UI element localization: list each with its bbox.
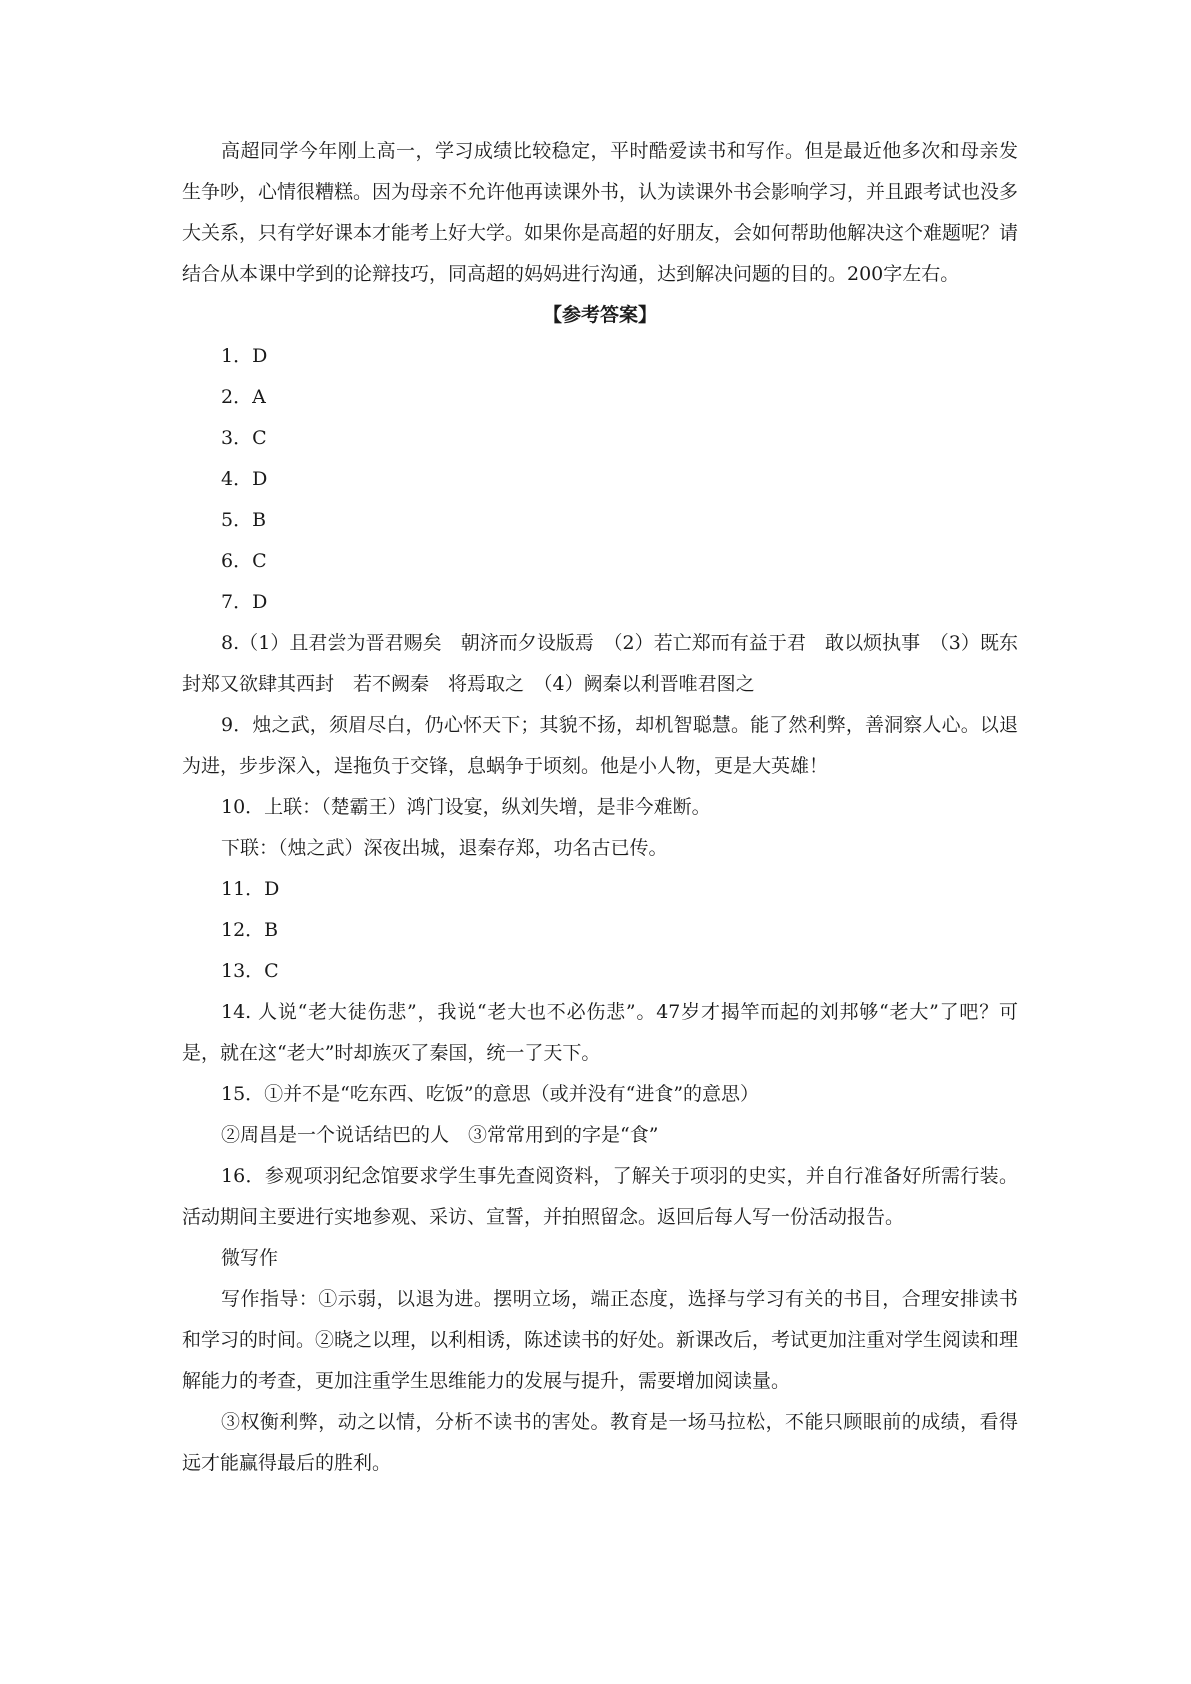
answer-8: 8.（1）且君尝为晋君赐矣 朝济而夕设版焉 （2）若亡郑而有益于君 敢以烦执事 （3）既东封郑又欲肆其西封 若不阙秦 将焉取之 （4）阙秦以利晋唯君图之 xyxy=(182,632,1018,695)
answer-14: 14. 人说“老大徒伤悲”，我说“老大也不必伤悲”。47岁才揭竿而起的刘邦够“老大”了吧？可是，就在这“老大”时却族灭了秦国，统一了天下。 xyxy=(182,1001,1018,1064)
micro-writing-label: 微写作 xyxy=(221,1247,279,1269)
answer-16: 16．参观项羽纪念馆要求学生事先查阅资料，了解关于项羽的史实，并自行准备好所需行装。活动期间主要进行实地参观、采访、宣誓，并拍照留念。返回后每人写一份活动报告。 xyxy=(182,1165,1018,1228)
answer-6: 6．C xyxy=(221,550,267,572)
answer-11: 11．D xyxy=(221,878,280,900)
answer-10-lower: 下联：（烛之武）深夜出城，退秦存郑，功名古已传。 xyxy=(221,837,668,859)
answer-9: 9．烛之武，须眉尽白，仍心怀天下；其貌不扬，却机智聪慧。能了然利弊，善洞察人心。以退为进，步步深入，逞拖负于交锋，息蜗争于顷刻。他是小人物，更是大英雄！ xyxy=(182,714,1018,777)
answer-heading: 【参考答案】 xyxy=(542,304,657,326)
writing-guidance-cont: ③权衡利弊，动之以情，分析不读书的害处。教育是一场马拉松，不能只顾眼前的成绩，看得远才能赢得最后的胜利。 xyxy=(182,1411,1018,1474)
answer-15-part2: ②周昌是一个说话结巴的人 ③常常用到的字是“食” xyxy=(221,1124,659,1146)
answer-3: 3．C xyxy=(221,427,267,449)
answer-15-part1: 15．①并不是“吃东西、吃饭”的意思（或并没有“进食”的意思） xyxy=(221,1083,760,1105)
answer-5: 5．B xyxy=(221,509,267,531)
answer-10-upper: 10．上联：（楚霸王）鸿门设宴，纵刘失增，是非今难断。 xyxy=(221,796,711,818)
question-paragraph: 高超同学今年刚上高一，学习成绩比较稳定，平时酷爱读书和写作。但是最近他多次和母亲发生争吵，心情很糟糕。因为母亲不允许他再读课外书，认为读课外书会影响学习，并且跟考试也没多大关系，只有学好课本才能考上好大学。如果你是高超的好朋友，会如何帮助他解决这个难题呢？请结合从本课中学到的论辩技巧，同高超的妈妈进行沟通，达到解决问题的目的。200字左右。 xyxy=(182,140,1019,285)
answer-12: 12．B xyxy=(221,919,279,941)
answer-1: 1．D xyxy=(221,345,268,367)
writing-guidance: 写作指导：①示弱，以退为进。摆明立场，端正态度，选择与学习有关的书目，合理安排读书和学习的时间。②晓之以理，以利相诱，陈述读书的好处。新课改后，考试更加注重对学生阅读和理解能力的考查，更加注重学生思维能力的发展与提升，需要增加阅读量。 xyxy=(182,1288,1019,1392)
document-page xyxy=(182,131,1018,1484)
answer-4: 4．D xyxy=(221,468,268,490)
answer-7: 7．D xyxy=(221,591,268,613)
answer-2: 2．A xyxy=(221,386,266,408)
answer-13: 13．C xyxy=(221,960,279,982)
